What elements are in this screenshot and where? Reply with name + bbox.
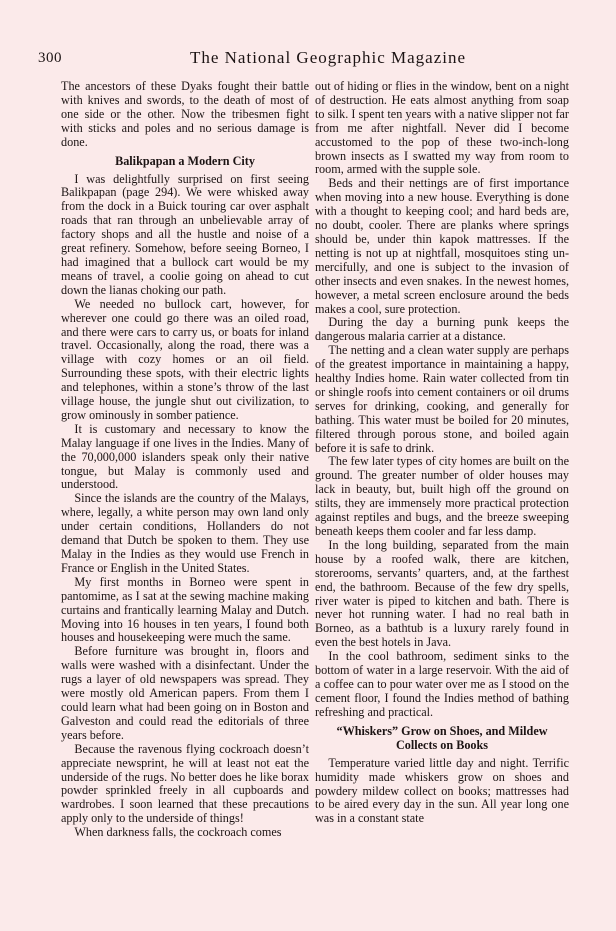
paragraph: During the day a burning punk keeps the dangerous malaria carrier at a distance. [315, 315, 569, 344]
paragraph: The few later types of city homes are built on the ground. The greater number of older houses may lack in beauty, but, built high off the ground on stilts, they are immensely more practical protection against reptiles and bugs, and the breeze sweeping beneath keeps them cooler and far less damp. [315, 454, 569, 538]
paragraph: Beds and their nettings are of first importance when moving into a new house. Everything is done with a thought to keeping cool; and hard beds are, no doubt, cooler. There are planks where springs should be, under thin kapok mattresses. If the netting is not up at nightfall, mosquitoes sting unmercifully, and one is subject to the invasion of other insects and even snakes. In the newest homes, however, a metal screen enclosure around the beds makes a cool, sure protection. [315, 176, 569, 316]
right-column [315, 80, 569, 826]
section-heading: Balikpapan a Modern City [115, 153, 255, 168]
section-heading-line: Collects on Books [395, 737, 489, 752]
page-number: 300 [38, 50, 62, 66]
paragraph: In the long building, separated from the main house by a roofed walk, there are kitchen, storerooms, servants’ quarters, and, at the farthest end, the bathroom. Because of the few dry spells, river water is piped to kitchen and bath. There is never hot running water. I had no real bath in Borneo, as a bathtub is a luxury rarely found in even the best hotels in Java. [315, 537, 569, 650]
paragraph: I was delightfully surprised on first seeing Balikpapan (page 294). We were whisked away from the dock in a Buick touring car over asphalt roads that ran through an unbelievable array of factory shops and all the hustle and noise of a great refinery. Somehow, before seeing Borneo, I had imagined that a bullock cart would be my means of travel, a coolie going on ahead to cut down the lianas choking our path. [61, 171, 309, 297]
paragraph: We needed no bullock cart, however, for wherever one could go there was an oiled road, and there were cars to carry us, or boats for inland travel. Occasionally, along the road, there was a village with cozy homes or an oil field. Surrounding these spots, with their electric lights and telephones, within a stone’s throw of the last village house, the jungle shut out civilization, to grow ominously in somber patience. [61, 296, 309, 422]
paragraph: Because the ravenous flying cockroach doesn’t appreciate newsprint, he will at least not eat the underside of the rugs. No better does he like borax powder sprinkled freely in all cupboards and wardrobes. I soon learned that these precautions apply only to the underside of things! [61, 741, 309, 826]
paragraph: Before furniture was brought in, floors and walls were washed with a disinfectant. Under the rugs a layer of old newspapers was spread. They were mostly old American papers. From them I could learn what had been going on in Boston and Galveston and could read the editorials of three years before. [61, 644, 309, 742]
paragraph: Since the islands are the country of the Malays, where, legally, a white person may own land only under certain conditions, Hollanders do not demand that Dutch be spoken to them. They use Malay in the Indies as they would use French in France or English in the United States. [61, 491, 309, 575]
paragraph: When darkness falls, the cockroach comes [74, 825, 282, 840]
paragraph: It is customary and necessary to know the Malay language if one lives in the Indies. Many of the 70,000,000 islanders speak only their native tongue, but Malay is commonly used and understood. [61, 421, 309, 492]
running-head-title: The National Geographic Magazine [189, 48, 467, 67]
paragraph: The ancestors of these Dyaks fought their battle with knives and swords, to the death of most of one side or the other. Now the tribesmen fight with sticks and poles and no serious damage is done. [61, 79, 309, 149]
paragraph: out of hiding or flies in the window, bent on a night of destruction. He eats almost anything from soap to silk. I spent ten years with a native slipper not far from me after nightfall. Never did I become accustomed to the pop of these two-inch-long brown insects as I swatted my way from room to room, armed with the supple sole. [315, 79, 569, 177]
paragraph: In the cool bathroom, sediment sinks to the bottom of water in a large reservoir. With the aid of a coffee can to pour water over me as I stood on the cement floor, I found the Indies method of bathing refreshing and practical. [315, 649, 569, 719]
section-heading [315, 724, 569, 752]
left-column [61, 80, 309, 840]
paragraph: Temperature varied little day and night. Terrific humidity made whiskers grow on shoes and powdery mildew collect on books; mattresses had to be aired every day in the sun. All year long one was in a constant state [315, 755, 569, 826]
paragraph: The netting and a clean water supply are perhaps of the greatest importance in maintaining a happy, healthy Indies home. Rain water collected from tin or shingle roofs into cement containers or oil drums serves for drinking, cooking, and generally for bathing. This water must be boiled for 20 minutes, filtered through porous stone, and boiled again before it is safe to drink. [315, 343, 569, 455]
section-heading-line: “Whiskers” Grow on Shoes, and Mildew [336, 723, 548, 738]
paragraph: My first months in Borneo were spent in pantomime, as I sat at the sewing machine making curtains and frantically learning Malay and Dutch. Moving into 16 houses in ten years, I found both houses and housekeeping were much the same. [61, 574, 309, 645]
